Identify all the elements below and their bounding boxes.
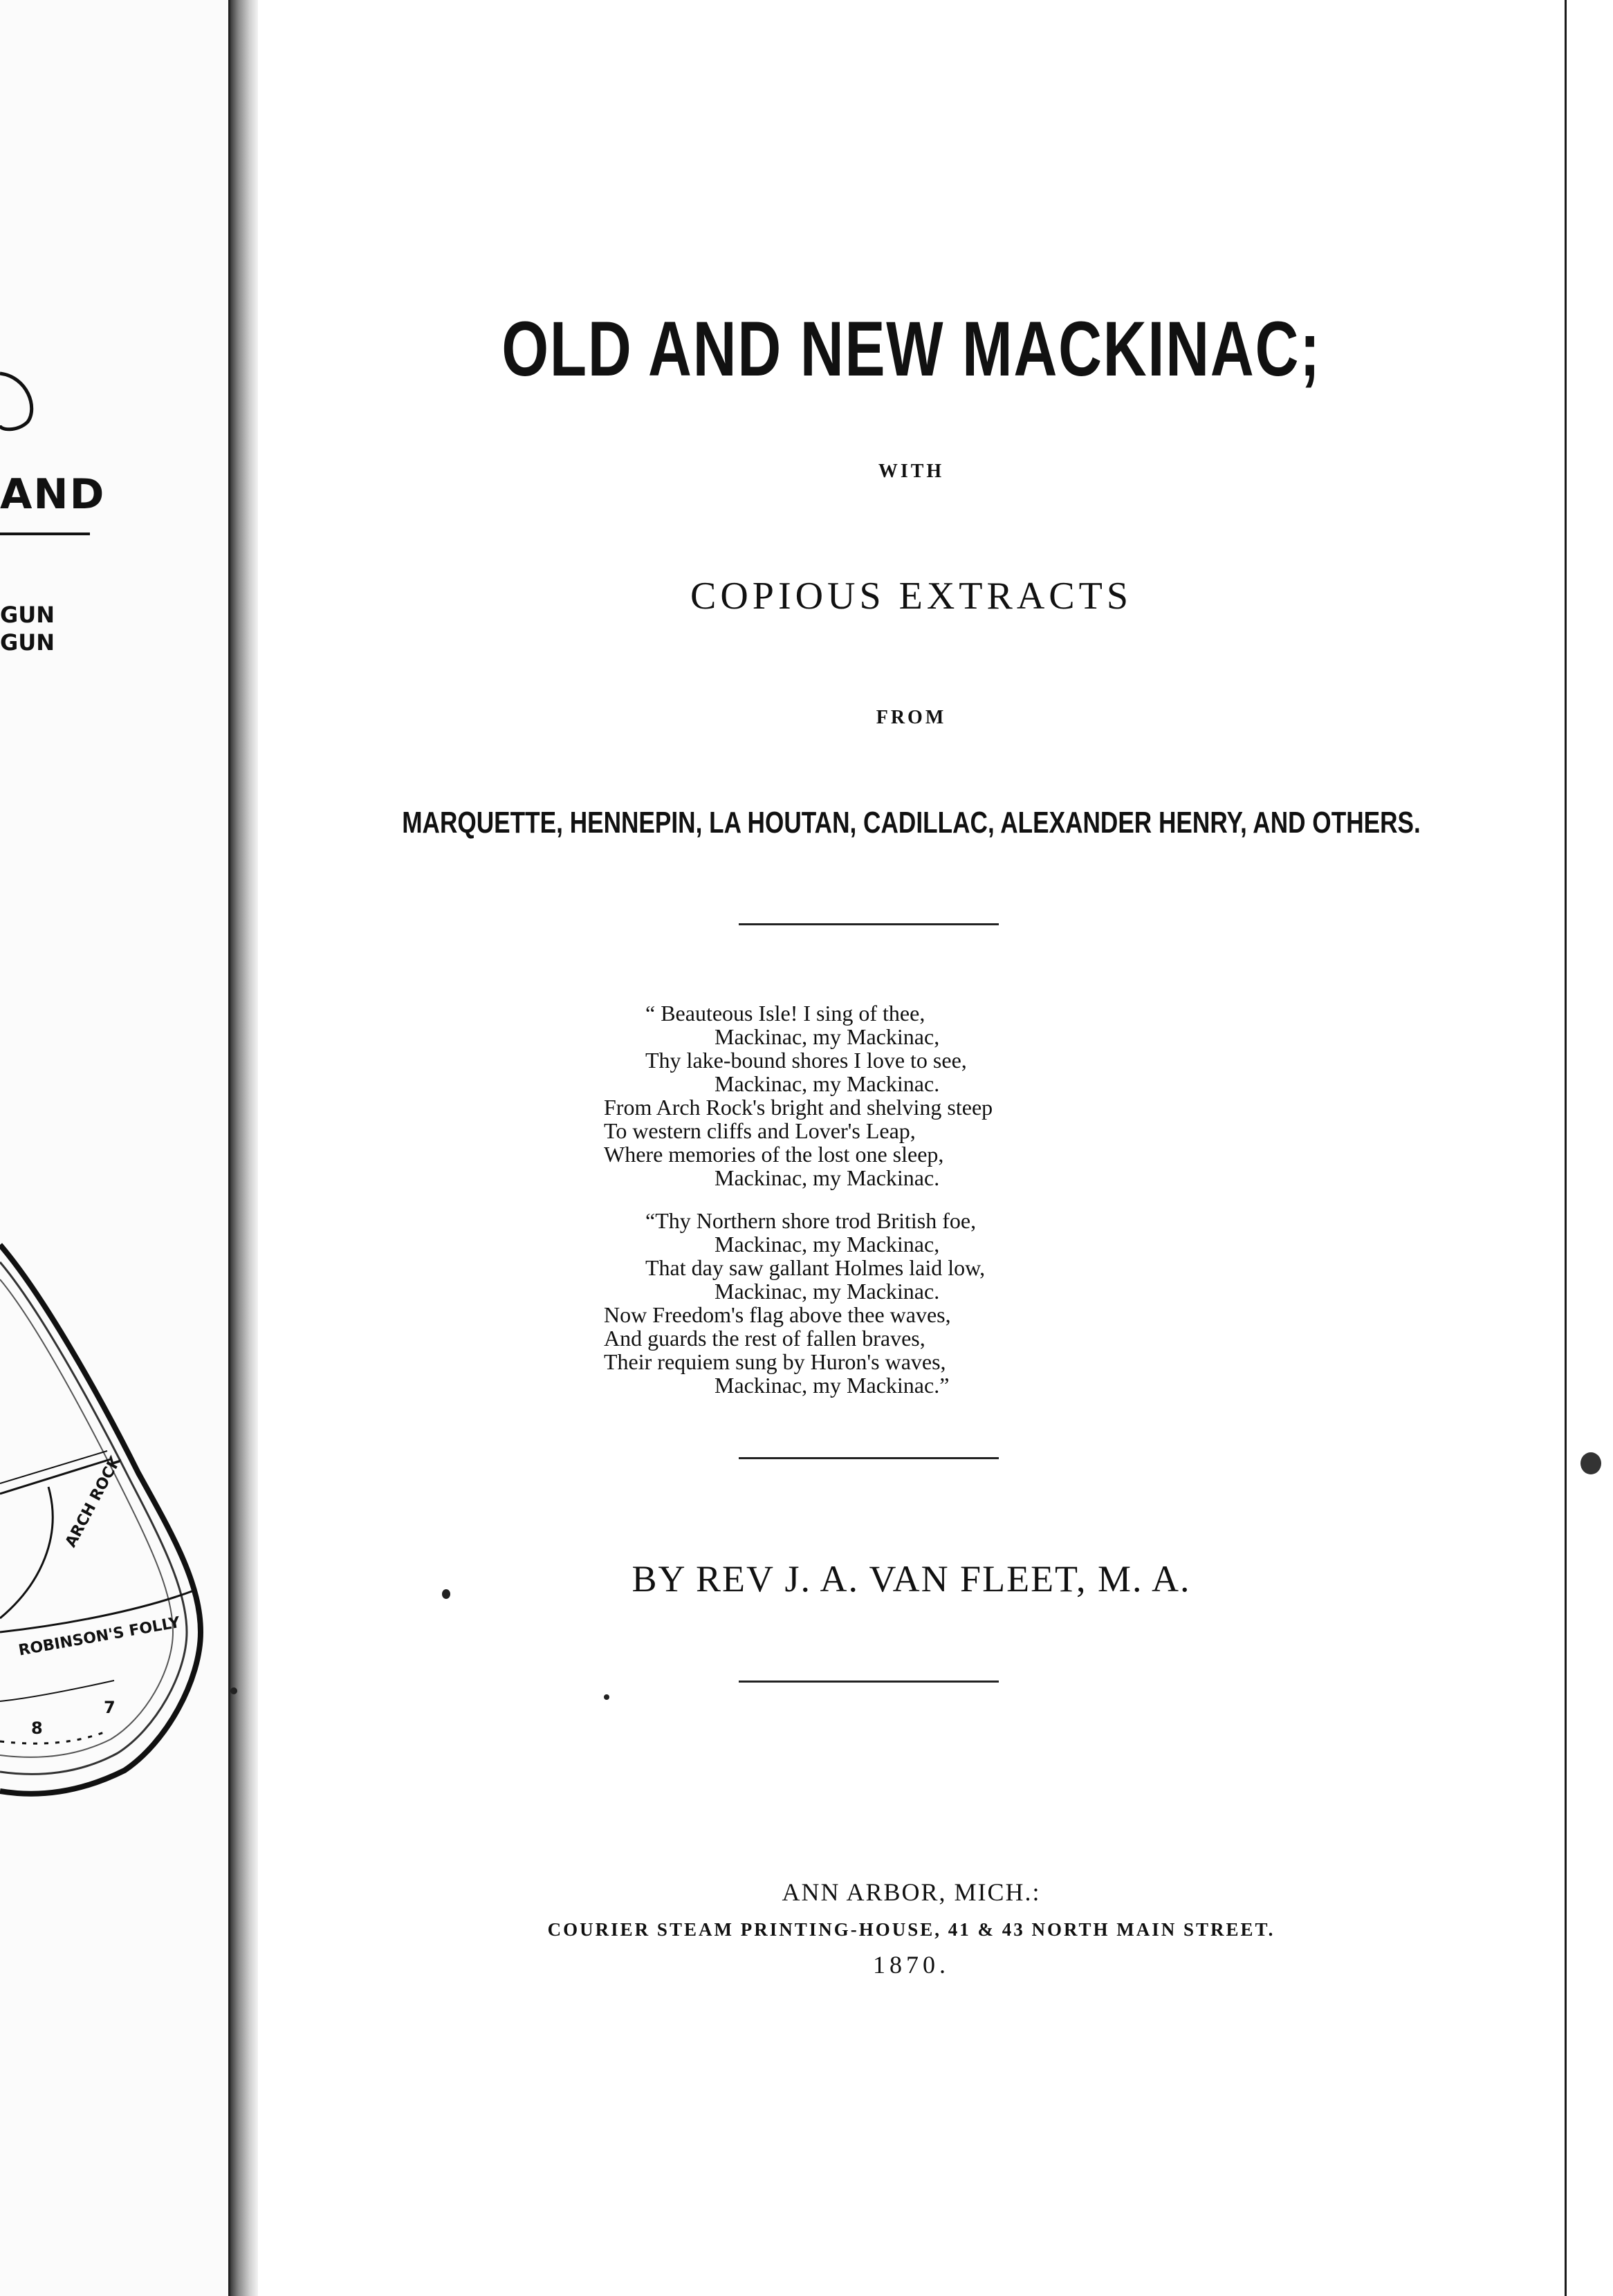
map-marker-8: 8 bbox=[31, 1719, 43, 1738]
imprint-city: ANN ARBOR, MICH.: bbox=[782, 1878, 1041, 1906]
poem-line: Mackinac, my Mackinac, bbox=[715, 1232, 940, 1257]
poem-line: That day saw gallant Holmes laid low, bbox=[645, 1255, 986, 1280]
map-legend-fragment-1: GUN bbox=[0, 602, 55, 628]
author-byline: BY REV J. A. VAN FLEET, M. A. bbox=[632, 1558, 1191, 1600]
map-label-arch-rock: ARCH ROCK bbox=[62, 1453, 125, 1550]
poem-line: “Thy Northern shore trod British foe, bbox=[645, 1208, 977, 1233]
epigraph-poem bbox=[604, 1001, 993, 1416]
divider-rule bbox=[739, 1681, 999, 1683]
book-gutter bbox=[230, 0, 258, 2296]
ink-speck bbox=[604, 1694, 609, 1700]
map-title-rule bbox=[0, 533, 90, 535]
poem-line: From Arch Rock's bright and shelving steep bbox=[604, 1095, 993, 1120]
ink-speck bbox=[442, 1589, 450, 1599]
poem-line: Their requiem sung by Huron's waves, bbox=[604, 1349, 946, 1374]
poem-line: “ Beauteous Isle! I sing of thee, bbox=[645, 1001, 925, 1026]
from-connector: FROM bbox=[876, 707, 947, 728]
subtitle: COPIOUS EXTRACTS bbox=[690, 575, 1132, 618]
map-legend-fragment-2: GUN bbox=[0, 629, 55, 656]
poem-line: Mackinac, my Mackinac.” bbox=[715, 1373, 950, 1398]
poem-line: Mackinac, my Mackinac. bbox=[715, 1279, 940, 1304]
facing-map-page bbox=[0, 0, 230, 2296]
poem-stanza-1 bbox=[604, 1001, 993, 1189]
island-map-fragment bbox=[0, 0, 228, 2296]
poem-line: Where memories of the lost one sleep, bbox=[604, 1142, 944, 1167]
ink-speck bbox=[230, 1687, 237, 1694]
source-authors: MARQUETTE, HENNEPIN, LA HOUTAN, CADILLAC, ALEXANDER HENRY, AND OTHERS. bbox=[402, 806, 1421, 840]
page-edge bbox=[1565, 0, 1613, 2296]
paper-damage-mark bbox=[1580, 1452, 1601, 1474]
map-label-robinsons-folly: ROBINSON'S FOLLY bbox=[17, 1613, 182, 1660]
divider-rule bbox=[739, 1457, 999, 1459]
divider-rule bbox=[739, 923, 999, 925]
poem-line: And guards the rest of fallen braves, bbox=[604, 1326, 925, 1351]
map-marker-7: 7 bbox=[104, 1698, 116, 1717]
with-connector: WITH bbox=[878, 461, 945, 482]
imprint-printer: COURIER STEAM PRINTING-HOUSE, 41 & 43 NORTH MAIN STREET. bbox=[547, 1919, 1275, 1940]
poem-line: Mackinac, my Mackinac, bbox=[715, 1024, 940, 1049]
poem-line: Thy lake-bound shores I love to see, bbox=[645, 1048, 967, 1073]
map-title-fragment: AND bbox=[0, 470, 106, 519]
imprint-year: 1870. bbox=[873, 1951, 950, 1979]
book-title: OLD AND NEW MACKINAC; bbox=[501, 306, 1321, 392]
poem-stanza-2 bbox=[604, 1209, 993, 1397]
poem-line: Mackinac, my Mackinac. bbox=[715, 1071, 940, 1096]
poem-line: Now Freedom's flag above thee waves, bbox=[604, 1302, 951, 1327]
poem-line: To western cliffs and Lover's Leap, bbox=[604, 1118, 916, 1143]
title-page bbox=[258, 0, 1565, 2296]
poem-line: Mackinac, my Mackinac. bbox=[715, 1165, 940, 1190]
